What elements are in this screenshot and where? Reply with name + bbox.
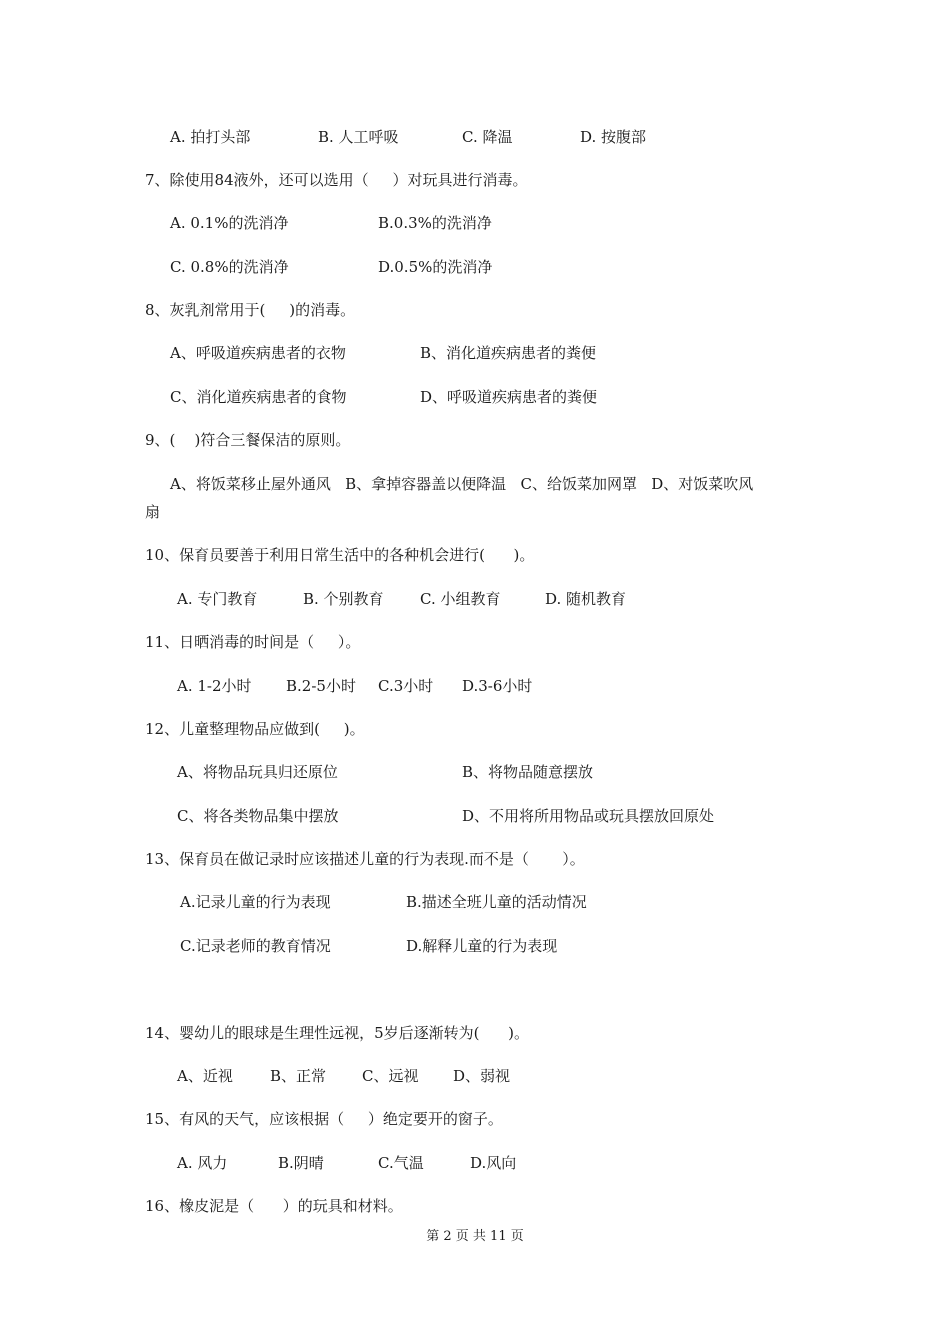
q13-option-c: C.记录老师的教育情况 — [180, 937, 331, 955]
q11-stem: 11、日晒消毒的时间是（ ）。 — [145, 633, 361, 651]
q16-stem: 16、橡皮泥是（ ）的玩具和材料。 — [145, 1197, 403, 1215]
q13-stem: 13、保育员在做记录时应该描述儿童的行为表现.而不是（ ）。 — [145, 850, 585, 868]
q15-option-d: D.风向 — [470, 1154, 517, 1172]
q8-option-c: C、消化道疾病患者的食物 — [170, 388, 347, 406]
q14-stem: 14、婴幼儿的眼球是生理性远视，5岁后逐渐转为( )。 — [145, 1024, 529, 1042]
q6-option-d: D. 按腹部 — [580, 128, 647, 146]
q12-option-c: C、将各类物品集中摆放 — [177, 807, 339, 825]
q13-option-d: D.解释儿童的行为表现 — [406, 937, 558, 955]
q11-option-a: A. 1-2小时 — [177, 677, 252, 695]
q6-option-b: B. 人工呼吸 — [318, 128, 399, 146]
q8-option-b: B、消化道疾病患者的粪便 — [420, 344, 597, 362]
q12-stem: 12、儿童整理物品应做到( )。 — [145, 720, 365, 738]
q7-option-a: A. 0.1%的洗消净 — [170, 214, 289, 232]
q15-option-b: B.阴晴 — [278, 1154, 324, 1172]
q12-option-d: D、不用将所用物品或玩具摆放回原处 — [462, 807, 715, 825]
q11-option-d: D.3-6小时 — [462, 677, 533, 695]
q9-stem: 9、( )符合三餐保洁的原则。 — [145, 431, 351, 449]
q12-option-b: B、将物品随意摆放 — [462, 763, 594, 781]
q13-option-a: A.记录儿童的行为表现 — [180, 893, 331, 911]
q10-option-c: C. 小组教育 — [420, 590, 501, 608]
q10-option-a: A. 专门教育 — [177, 590, 258, 608]
q15-option-a: A. 风力 — [177, 1154, 228, 1172]
q8-option-a: A、呼吸道疾病患者的衣物 — [170, 344, 346, 362]
q12-option-a: A、将物品玩具归还原位 — [177, 763, 338, 781]
page-footer: 第 2 页 共 11 页 — [426, 1229, 524, 1244]
q6-option-c: C. 降温 — [462, 128, 513, 146]
q9-options-line: A、将饭菜移止屋外通风 B、拿掉容器盖以便降温 C、给饭菜加网罩 D、对饭菜吹风 — [170, 475, 754, 493]
q7-stem: 7、除使用84液外，还可以选用（ ）对玩具进行消毒。 — [145, 171, 528, 189]
q11-option-b: B.2-5小时 — [286, 677, 356, 695]
q14-option-a: A、近视 — [177, 1067, 233, 1085]
q10-option-d: D. 随机教育 — [545, 590, 627, 608]
q13-option-b: B.描述全班儿童的活动情况 — [406, 893, 587, 911]
q10-stem: 10、保育员要善于利用日常生活中的各种机会进行( )。 — [145, 546, 535, 564]
q7-option-c: C. 0.8%的洗消净 — [170, 258, 289, 276]
q11-option-c: C.3小时 — [378, 677, 434, 695]
q7-option-b: B.0.3%的洗消净 — [378, 214, 492, 232]
q10-option-b: B. 个别教育 — [303, 590, 384, 608]
q6-option-a: A. 拍打头部 — [170, 128, 251, 146]
q8-option-d: D、呼吸道疾病患者的粪便 — [420, 388, 598, 406]
q14-option-d: D、弱视 — [453, 1067, 511, 1085]
q14-option-b: B、正常 — [270, 1067, 327, 1085]
q14-option-c: C、远视 — [362, 1067, 419, 1085]
q15-option-c: C.气温 — [378, 1154, 424, 1172]
q7-option-d: D.0.5%的洗消净 — [378, 258, 493, 276]
q9-options-wrap: 扇 — [145, 503, 161, 521]
q8-stem: 8、灰乳剂常用于( )的消毒。 — [145, 301, 356, 319]
q15-stem: 15、有风的天气，应该根据（ ）绝定要开的窗子。 — [145, 1110, 503, 1128]
